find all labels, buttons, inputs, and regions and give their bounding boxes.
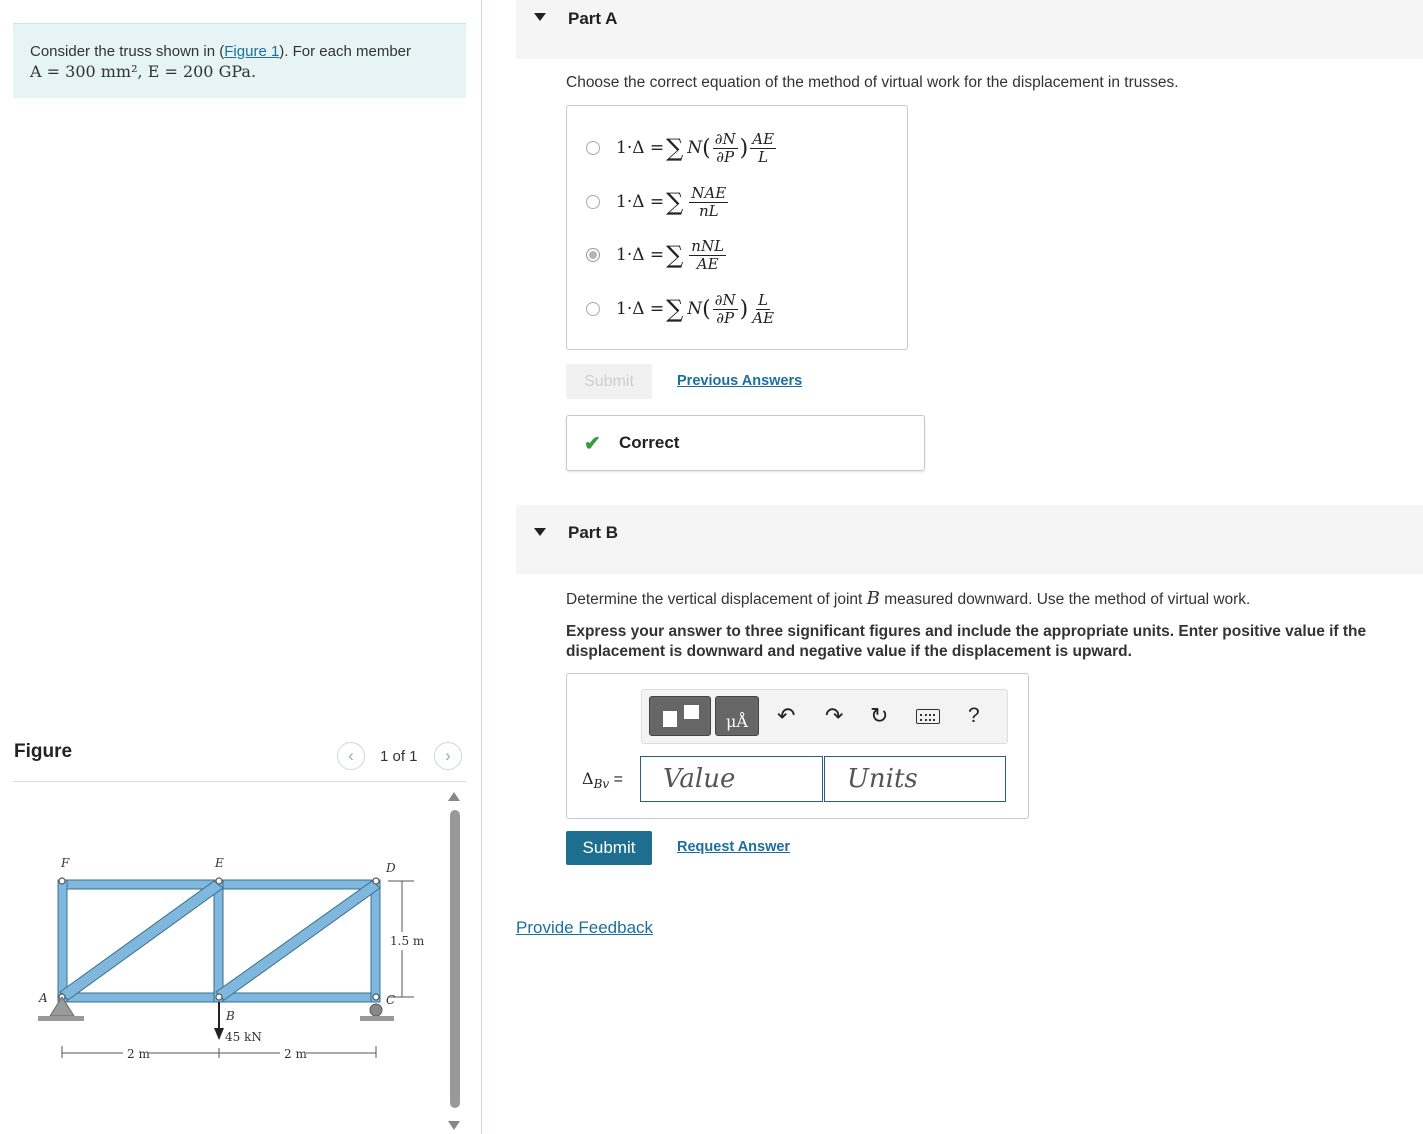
- part-b-title: Part B: [568, 523, 619, 542]
- problem-text: [30, 43, 411, 60]
- part-a-header[interactable]: [516, 0, 1423, 59]
- part-a-title: Part A: [568, 9, 618, 28]
- math-toolbar: [641, 689, 1008, 744]
- figure-link[interactable]: Figure 1: [224, 43, 280, 60]
- problem-prefix: Consider the truss shown in (: [30, 43, 225, 60]
- equation-4: 1·Δ = ∑ N ( $\frac{\partial N}{\partial P}$ ) $\frac{L}{AE}$: [616, 290, 775, 327]
- correct-feedback: [566, 415, 925, 471]
- truss-members: [58, 880, 380, 1002]
- span-dimension-1: 2 m: [127, 1047, 150, 1061]
- label-E: E: [215, 856, 224, 870]
- label-A: A: [39, 991, 48, 1005]
- scroll-down-arrow[interactable]: [448, 1121, 460, 1130]
- label-F: F: [61, 856, 70, 870]
- part-b-header[interactable]: [516, 505, 1423, 574]
- member-CD: [371, 880, 380, 1002]
- choices-box: [566, 105, 908, 350]
- equation-3: 1·Δ = ∑ $\frac{\text{nNL}}{AE}$: [616, 236, 725, 273]
- collapse-triangle-icon[interactable]: [534, 528, 546, 536]
- next-figure-button[interactable]: ›: [434, 742, 462, 770]
- problem-givens: A = 300 mm², E = 200 GPa.: [30, 62, 257, 81]
- keyboard-icon[interactable]: [916, 709, 940, 724]
- figure-title: Figure: [14, 741, 73, 762]
- figure-scrollbar[interactable]: [450, 810, 460, 1108]
- problem-suffix: ). For each member: [279, 43, 412, 60]
- units-input[interactable]: [824, 756, 1006, 802]
- radio-choice-3-selected[interactable]: [586, 248, 600, 262]
- part-b-submit-button[interactable]: Submit: [566, 831, 652, 865]
- provide-feedback-link[interactable]: Provide Feedback: [516, 918, 654, 937]
- span-dimension-2: 2 m: [284, 1047, 307, 1061]
- label-B: B: [226, 1009, 235, 1023]
- scroll-up-arrow[interactable]: [448, 792, 460, 801]
- correct-text: Correct: [619, 433, 680, 452]
- value-input[interactable]: [640, 756, 823, 802]
- radio-choice-2[interactable]: [586, 195, 600, 209]
- collapse-triangle-icon[interactable]: [534, 13, 546, 21]
- templates-button[interactable]: [649, 696, 711, 736]
- load-label: 45 kN: [225, 1030, 262, 1044]
- part-b-instructions: Express your answer to three significant figures and include the appropriate units. Enter positive value if the displacement is downward and negative value if the displacement is upward.: [566, 623, 1367, 660]
- divider: [13, 781, 466, 782]
- member-AF: [58, 880, 67, 1002]
- previous-answers-link[interactable]: Previous Answers: [677, 373, 803, 389]
- reset-icon[interactable]: ↻: [870, 703, 889, 728]
- units-button[interactable]: μÅ: [715, 696, 759, 736]
- equation-2: 1·Δ = ∑ $\frac{\text{NAE}}{nL}$: [616, 183, 727, 220]
- radio-choice-1[interactable]: [586, 141, 600, 155]
- request-answer-link[interactable]: Request Answer: [677, 839, 791, 855]
- redo-icon[interactable]: ↷: [825, 703, 844, 728]
- height-dimension: 1.5 m: [390, 934, 425, 948]
- answer-label: $\Delta_{Bv}$ =: [582, 769, 623, 792]
- radio-choice-4[interactable]: [586, 302, 600, 316]
- part-b-question: Determine the vertical displacement of joint B measured downward. Use the method of virtual work.: [566, 588, 1251, 609]
- member-BD: [216, 881, 380, 1000]
- label-D: D: [386, 861, 396, 875]
- undo-icon[interactable]: ↶: [777, 703, 796, 728]
- help-icon[interactable]: ?: [968, 704, 980, 727]
- part-a-submit-button[interactable]: Submit: [566, 364, 652, 399]
- part-a-question: Choose the correct equation of the method of virtual work for the displacement in trusses.: [566, 74, 1179, 91]
- member-AE: [60, 881, 223, 1000]
- member-BE: [214, 880, 223, 1002]
- previous-figure-button[interactable]: ‹: [337, 742, 365, 770]
- problem-statement: [13, 23, 466, 98]
- equation-1: 1·Δ = ∑ N ( $\frac{\partial N}{\partial P}$ ) $\frac{AE}{L}$: [616, 129, 775, 166]
- column-divider: [481, 0, 482, 1134]
- load-arrow: [214, 1002, 224, 1040]
- label-C: C: [386, 993, 396, 1007]
- checkmark-icon: ✔: [584, 433, 601, 455]
- figure-pager-count: 1 of 1: [380, 748, 418, 765]
- truss-figure: [30, 850, 440, 1070]
